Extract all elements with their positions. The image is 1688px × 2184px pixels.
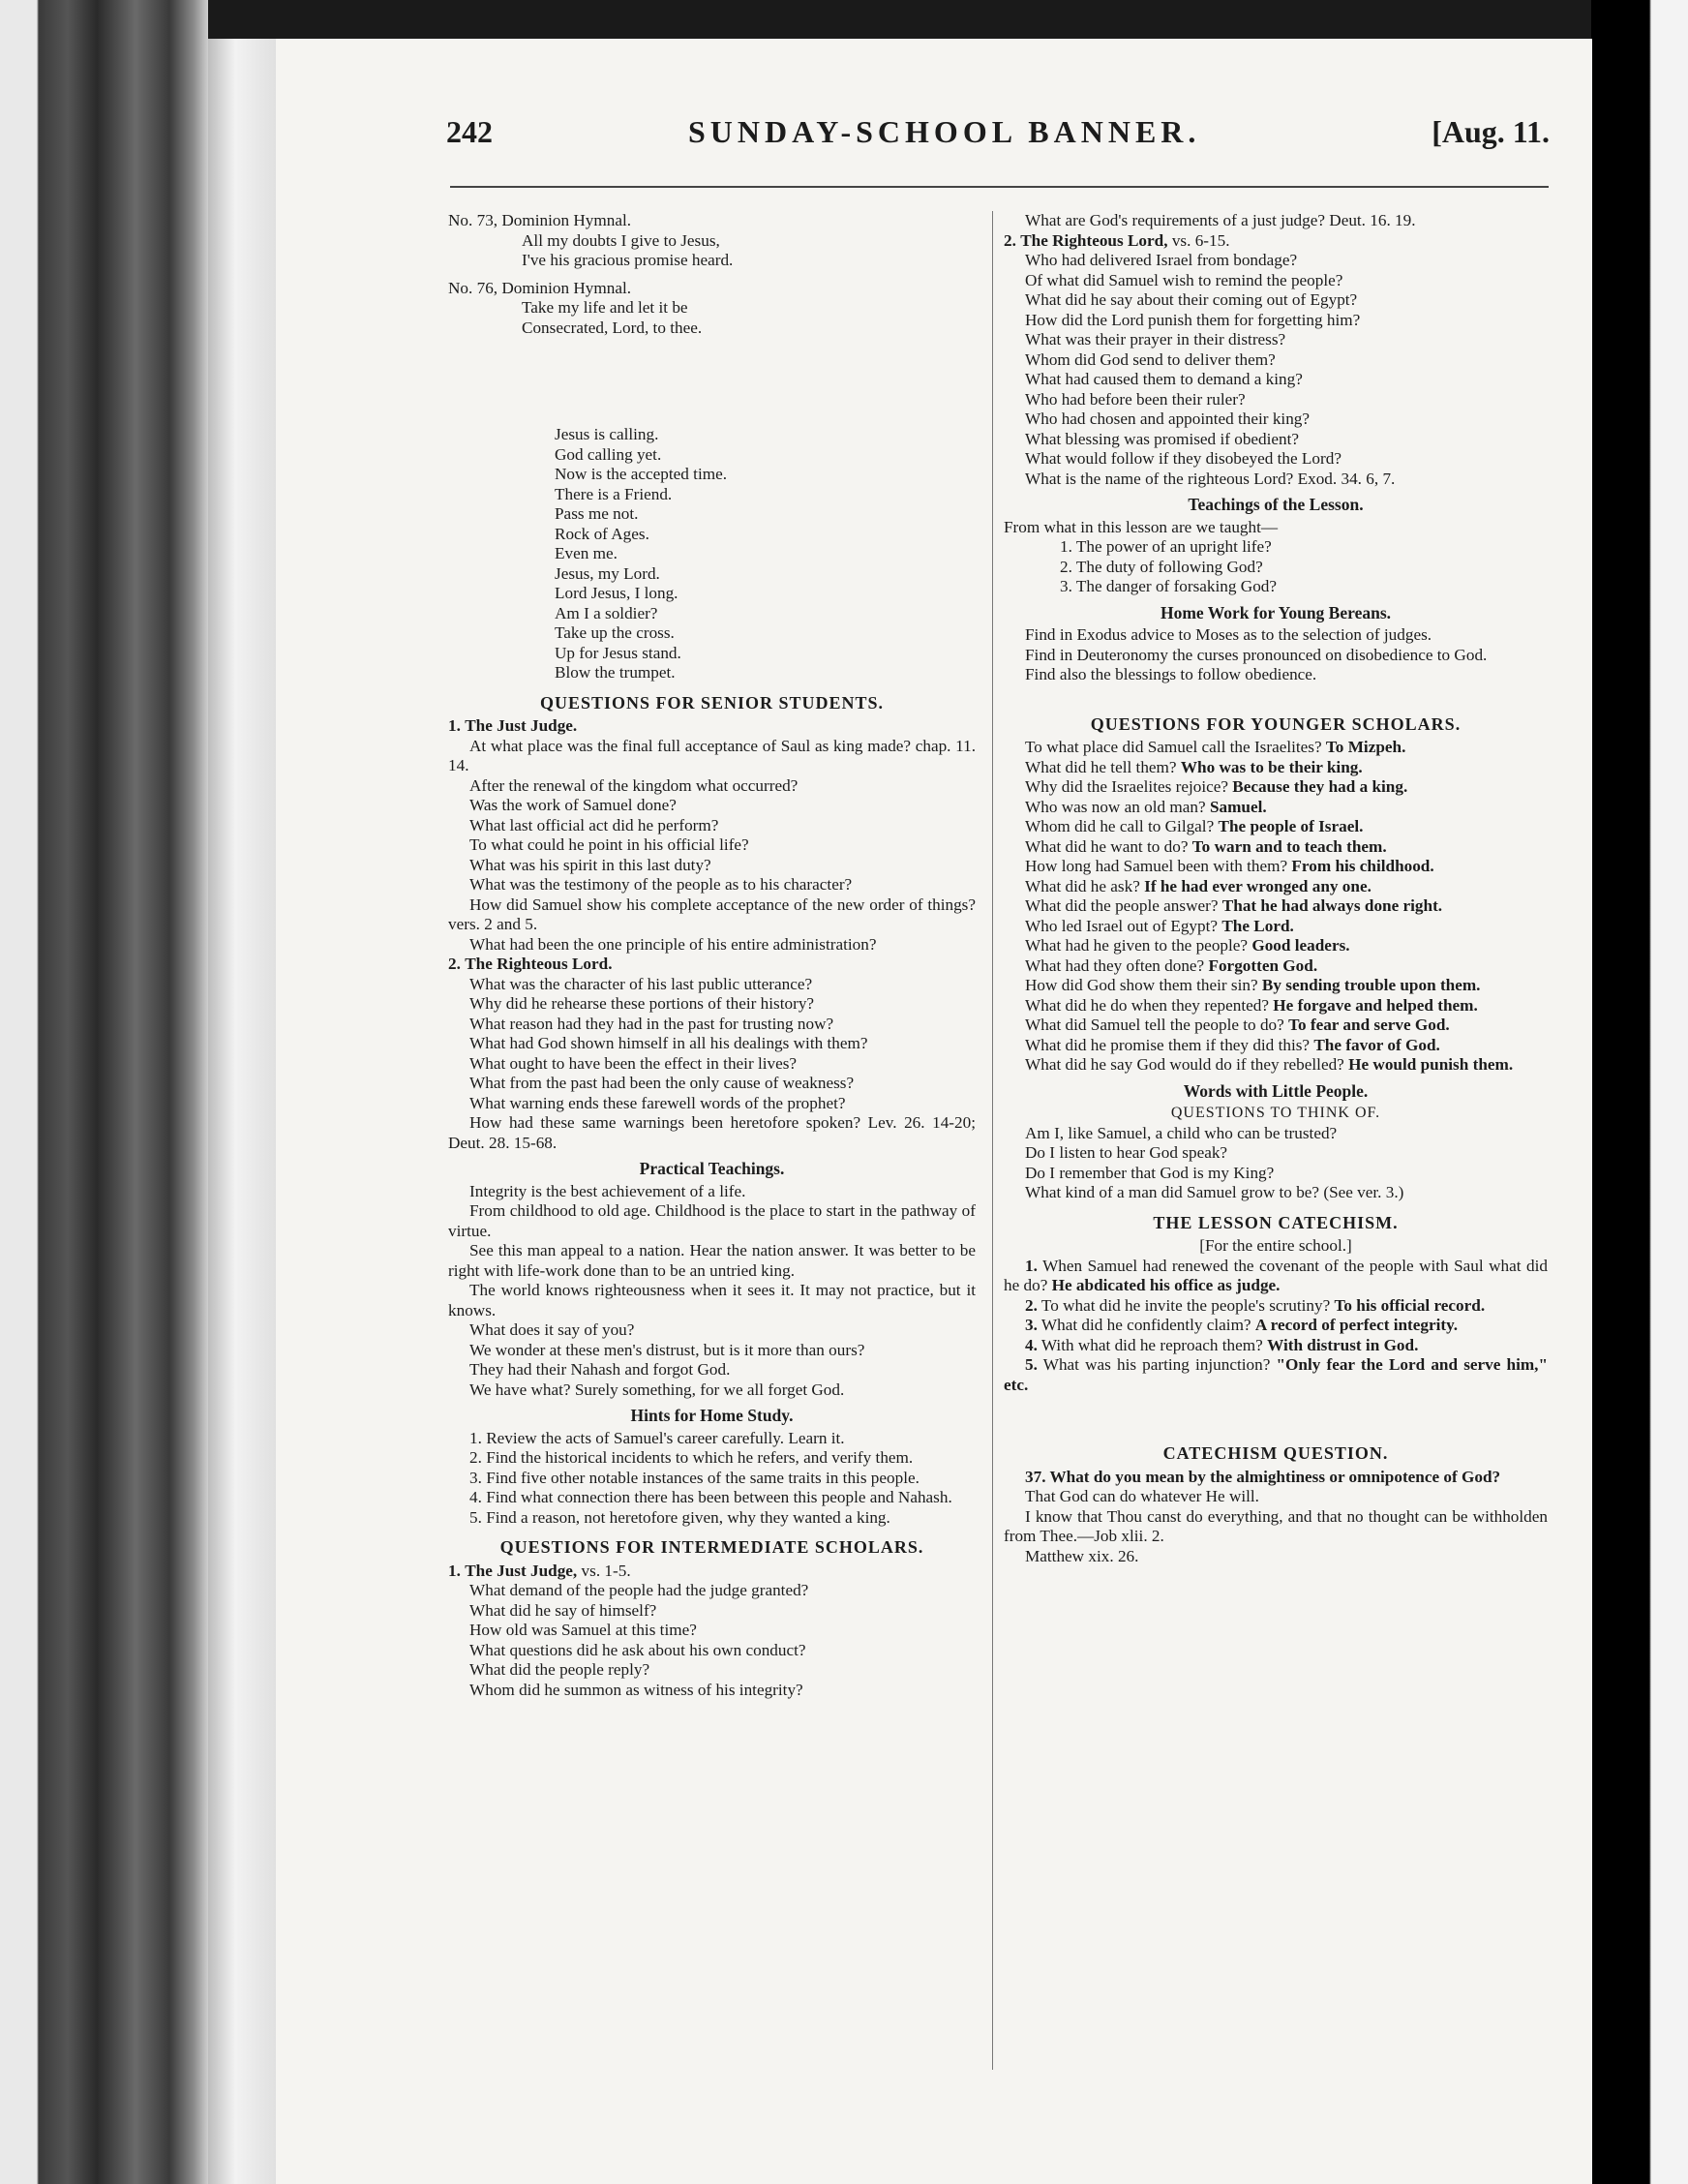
answer: That he had always done right. xyxy=(1221,896,1443,915)
answer: The Lord. xyxy=(1221,916,1294,935)
qa-item xyxy=(1004,1257,1548,1296)
section-heading: Teachings of the Lesson. xyxy=(1188,495,1364,514)
paragraph: From what in this lesson are we taught— xyxy=(1004,517,1279,536)
qa-item xyxy=(1004,1336,1548,1356)
qa-item xyxy=(1004,1296,1548,1317)
song-title: Blow the trumpet. xyxy=(555,663,676,682)
question: Whom did God send to deliver them? xyxy=(1025,349,1276,369)
hymn-line: I've his gracious promise heard. xyxy=(522,251,734,269)
qa-item xyxy=(1004,837,1548,858)
answer: Good leaders. xyxy=(1251,936,1350,955)
left-column xyxy=(448,211,976,1700)
paragraph: From childhood to old age. Childhood is the place to start in the pathway of virtue. xyxy=(448,1201,976,1240)
answer: By sending trouble upon them. xyxy=(1261,976,1481,994)
question: What did he say of himself? xyxy=(469,1600,657,1620)
question: What was his parting injunction? xyxy=(1042,1355,1271,1374)
question: What did he tell them? xyxy=(1025,757,1177,776)
section-heading: QUESTIONS FOR YOUNGER SCHOLARS. xyxy=(1090,713,1462,734)
question: What questions did he ask about his own conduct? xyxy=(469,1640,806,1659)
verse-ref: vs. 6-15. xyxy=(1167,230,1230,250)
qa-item xyxy=(1004,936,1548,956)
song-title: Jesus, my Lord. xyxy=(555,563,660,583)
hymn-ref: No. 73, Dominion Hymnal. xyxy=(448,211,632,229)
answer: Samuel. xyxy=(1209,797,1267,816)
question: Of what did Samuel wish to remind the people? xyxy=(1025,270,1343,289)
section-heading: Words with Little People. xyxy=(1183,1080,1369,1101)
hymn-line: All my doubts I give to Jesus, xyxy=(522,230,720,250)
question: What would follow if they disobeyed the Lord? xyxy=(1025,449,1341,468)
question: What kind of a man did Samuel grow to be? (See ver. 3.) xyxy=(1025,1183,1404,1201)
question: Who led Israel out of Egypt? xyxy=(1025,916,1219,935)
verse-ref: vs. 1-5. xyxy=(577,1561,631,1580)
section-heading: Home Work for Young Bereans. xyxy=(1160,602,1392,622)
paragraph: Find in Deuteronomy the curses pronounced on disobedience to God. xyxy=(1025,645,1488,664)
section-heading: Practical Teachings. xyxy=(639,1159,785,1178)
question: What blessing was promised if obedient? xyxy=(1025,429,1300,448)
question: What was the character of his last public utterance? xyxy=(469,974,813,993)
question: What was their prayer in their distress? xyxy=(1025,330,1286,349)
answer: To fear and serve God. xyxy=(1288,1016,1450,1034)
question: What warning ends these farewell words of the prophet? xyxy=(469,1093,846,1112)
section-heading: QUESTIONS FOR SENIOR STUDENTS. xyxy=(539,692,885,713)
song-title: Jesus is calling. xyxy=(555,425,659,443)
page xyxy=(276,39,1592,2184)
section-number: 1. xyxy=(448,716,461,735)
qa-item xyxy=(1004,738,1548,758)
qa-item xyxy=(1004,1355,1548,1395)
qa-item xyxy=(1004,798,1548,818)
catechism-answer: That God can do whatever He will. xyxy=(1025,1487,1259,1505)
song-title: There is a Friend. xyxy=(555,484,673,503)
section-heading: Hints for Home Study. xyxy=(630,1406,794,1425)
question: Who had before been their ruler? xyxy=(1025,389,1246,409)
song-title: Lord Jesus, I long. xyxy=(555,584,678,602)
answer: From his childhood. xyxy=(1291,857,1434,875)
paragraph: 3. Find five other notable instances of the same traits in this people. xyxy=(469,1468,919,1487)
answer: With distrust in God. xyxy=(1267,1335,1419,1354)
hymn-line: Take my life and let it be xyxy=(522,298,688,317)
question: To what place did Samuel call the Israelites? xyxy=(1025,738,1322,756)
question: To what did he invite the people's scrutiny? xyxy=(1040,1295,1331,1315)
answer: "Only fear the Lord and serve him," etc. xyxy=(1004,1355,1548,1394)
paragraph: 1. Review the acts of Samuel's career carefully. Learn it. xyxy=(469,1428,845,1447)
question: What had he given to the people? xyxy=(1025,936,1249,955)
right-column xyxy=(1004,211,1548,1566)
section-heading: QUESTIONS FOR INTERMEDIATE SCHOLARS. xyxy=(499,1537,924,1557)
qa-item xyxy=(1004,1016,1548,1036)
paragraph: 5. Find a reason, not heretofore given, why they wanted a king. xyxy=(469,1507,890,1527)
section-subheading: [For the entire school.] xyxy=(1199,1236,1352,1255)
section-number: 2. xyxy=(1004,230,1016,250)
question: What did he say God would do if they rebelled? xyxy=(1025,1055,1344,1074)
song-title: Even me. xyxy=(555,544,618,562)
section-number: 2. xyxy=(448,955,461,973)
question: What did the people answer? xyxy=(1025,896,1219,915)
question: At what place was the final full acceptance of Saul as king made? chap. 11. 14. xyxy=(448,736,976,774)
issue-date: [Aug. 11. xyxy=(1432,114,1550,149)
question: How did Samuel show his complete acceptance of the new order of things? vers. 2 and 5. xyxy=(448,895,976,933)
paragraph: What does it say of you? xyxy=(469,1320,635,1339)
question: What did the people reply? xyxy=(469,1660,650,1679)
song-title: Rock of Ages. xyxy=(555,524,649,543)
question: How long had Samuel been with them? xyxy=(1025,857,1288,875)
answer: He abdicated his office as judge. xyxy=(1051,1276,1281,1294)
question: What did he promise them if they did this? xyxy=(1025,1035,1311,1054)
qa-item xyxy=(1004,976,1548,996)
question: What had caused them to demand a king? xyxy=(1025,370,1303,388)
question: What is the name of the righteous Lord? Exod. 34. 6, 7. xyxy=(1025,469,1396,488)
question: Why did he rehearse these portions of their history? xyxy=(469,994,815,1013)
question: Who was now an old man? xyxy=(1025,797,1206,816)
hymn-line: Consecrated, Lord, to thee. xyxy=(522,318,703,337)
qa-item xyxy=(1004,877,1548,897)
qa-item xyxy=(1004,758,1548,778)
page-number: 242 xyxy=(446,114,493,149)
question: What did he confidently claim? xyxy=(1040,1316,1251,1334)
question: Who had chosen and appointed their king? xyxy=(1025,410,1311,428)
answer: To Mizpeh. xyxy=(1325,738,1406,756)
qa-item xyxy=(1004,817,1548,837)
page-stack-edge xyxy=(208,39,276,2184)
question: What reason had they had in the past for trusting now? xyxy=(469,1014,834,1033)
column-divider xyxy=(992,211,993,2070)
section-number: 1. xyxy=(448,1561,461,1580)
question: Was the work of Samuel done? xyxy=(469,796,677,814)
question: Whom did he call to Gilgal? xyxy=(1025,817,1215,835)
subsection-title: The Just Judge. xyxy=(465,716,578,735)
question: What did he say about their coming out of Egypt? xyxy=(1025,290,1358,309)
qa-item xyxy=(1004,777,1548,798)
question: What are God's requirements of a just judge? Deut. 16. 19. xyxy=(1025,211,1416,229)
scripture-ref: Matthew xix. 26. xyxy=(1025,1546,1139,1565)
subsection-title: The Righteous Lord. xyxy=(465,955,613,973)
qa-item xyxy=(1004,857,1548,877)
question: What did he do when they repented? xyxy=(1025,995,1269,1015)
paragraph: We have what? Surely something, for we all forget God. xyxy=(469,1380,845,1399)
subsection-title: The Righteous Lord, xyxy=(1020,230,1168,250)
list-item: 3. The danger of forsaking God? xyxy=(1060,577,1278,595)
song-title: God calling yet. xyxy=(555,444,662,464)
answer: Forgotten God. xyxy=(1208,956,1318,975)
facing-page-edge xyxy=(1591,0,1688,2184)
answer: The people of Israel. xyxy=(1218,817,1364,835)
question: How had these same warnings been heretofore spoken? Lev. 26. 14-20; Deut. 28. 15-68. xyxy=(448,1113,976,1152)
answer: To his official record. xyxy=(1334,1295,1486,1315)
question: What was his spirit in this last duty? xyxy=(469,855,711,874)
qa-item xyxy=(1004,896,1548,917)
list-item: 1. The power of an upright life? xyxy=(1060,537,1272,556)
paragraph: The world knows righteousness when it sees it. It may not practice, but it knows. xyxy=(448,1281,976,1320)
scripture-quote: I know that Thou canst do everything, and that no thought can be withholden from Thee.—Job xlii. 2. xyxy=(1004,1506,1548,1545)
header-rule xyxy=(450,186,1549,188)
answer: He would punish them. xyxy=(1348,1055,1514,1074)
paragraph: Find also the blessings to follow obedience. xyxy=(1025,665,1317,683)
song-title: Am I a soldier? xyxy=(555,603,658,622)
question: What did Samuel tell the people to do? xyxy=(1025,1016,1284,1034)
question: Do I remember that God is my King? xyxy=(1025,1163,1275,1182)
hymn-ref: No. 76, Dominion Hymnal. xyxy=(448,278,632,297)
item-number: 2. xyxy=(1025,1295,1038,1315)
question: What had been the one principle of his entire administration? xyxy=(469,934,877,954)
question: What had they often done? xyxy=(1025,956,1205,975)
question: What was the testimony of the people as to his character? xyxy=(469,875,853,894)
catechism-question: 37. What do you mean by the almightiness or omnipotence of God? xyxy=(1025,1467,1501,1486)
answer: If he had ever wronged any one. xyxy=(1144,876,1372,895)
section-heading: THE LESSON CATECHISM. xyxy=(1153,1212,1399,1232)
paragraph: 2. Find the historical incidents to which he refers, and verify them. xyxy=(469,1448,914,1467)
qa-item xyxy=(1004,1316,1548,1336)
question: How old was Samuel at this time? xyxy=(469,1621,697,1639)
section-heading: CATECHISM QUESTION. xyxy=(1162,1443,1389,1463)
item-number: 1. xyxy=(1025,1256,1038,1275)
paragraph: See this man appeal to a nation. Hear the nation answer. It was better to be right with life-work done than to be an untried king. xyxy=(448,1241,976,1280)
question: What from the past had been the only cause of weakness? xyxy=(469,1074,855,1092)
question: Who had delivered Israel from bondage? xyxy=(1025,251,1298,269)
song-title: Take up the cross. xyxy=(555,623,675,642)
song-title: Now is the accepted time. xyxy=(555,465,728,483)
question: Whom did he summon as witness of his integrity? xyxy=(469,1680,803,1699)
qa-item xyxy=(1004,917,1548,937)
song-list xyxy=(448,425,976,683)
paragraph: 4. Find what connection there has been between this people and Nahash. xyxy=(469,1488,952,1506)
qa-item xyxy=(1004,996,1548,1016)
question: What ought to have been the effect in their lives? xyxy=(469,1053,798,1073)
paragraph: Find in Exodus advice to Moses as to the selection of judges. xyxy=(1025,625,1432,644)
question: How did the Lord punish them for forgetting him? xyxy=(1025,310,1361,329)
question: Do I listen to hear God speak? xyxy=(1025,1143,1228,1162)
paragraph: We wonder at these men's distrust, but is it more than ours? xyxy=(469,1340,865,1359)
item-number: 4. xyxy=(1025,1335,1038,1354)
question: How did God show them their sin? xyxy=(1025,976,1258,994)
list-item: 2. The duty of following God? xyxy=(1060,557,1263,576)
qa-item xyxy=(1004,1036,1548,1056)
answer: He forgave and helped them. xyxy=(1273,995,1478,1015)
question: What had God shown himself in all his dealings with them? xyxy=(469,1034,868,1052)
item-number: 3. xyxy=(1025,1316,1038,1334)
question: What demand of the people had the judge granted? xyxy=(469,1581,809,1599)
song-title: Pass me not. xyxy=(555,504,639,523)
question: When Samuel had renewed the covenant of the people with Saul what did he do? xyxy=(1004,1256,1548,1294)
book-binding xyxy=(0,0,208,2184)
answer: A record of perfect integrity. xyxy=(1254,1316,1459,1334)
answer: To warn and to teach them. xyxy=(1191,836,1387,856)
question: After the renewal of the kingdom what occurred? xyxy=(469,775,799,795)
question: Why did the Israelites rejoice? xyxy=(1025,777,1228,796)
question: With what did he reproach them? xyxy=(1040,1335,1263,1354)
answer: Because they had a king. xyxy=(1232,777,1408,796)
song-title: Up for Jesus stand. xyxy=(555,643,681,662)
qa-item xyxy=(1004,1055,1548,1076)
running-header xyxy=(446,114,1550,172)
question: What did he ask? xyxy=(1025,876,1140,895)
paragraph: Integrity is the best achievement of a life. xyxy=(469,1181,746,1200)
question: Am I, like Samuel, a child who can be trusted? xyxy=(1025,1123,1338,1142)
question: What last official act did he perform? xyxy=(469,815,719,834)
paragraph: They had their Nahash and forgot God. xyxy=(469,1360,731,1379)
subsection-title: The Just Judge, xyxy=(465,1561,578,1580)
question: To what could he point in his official life? xyxy=(469,835,749,854)
section-subheading: QUESTIONS TO THINK OF. xyxy=(1170,1105,1381,1121)
answer: The favor of God. xyxy=(1313,1035,1440,1054)
qa-item xyxy=(1004,956,1548,977)
item-number: 5. xyxy=(1025,1355,1038,1374)
journal-title: SUNDAY-SCHOOL BANNER. xyxy=(688,114,1201,149)
question: What did he want to do? xyxy=(1025,836,1189,856)
answer: Who was to be their king. xyxy=(1180,757,1363,776)
